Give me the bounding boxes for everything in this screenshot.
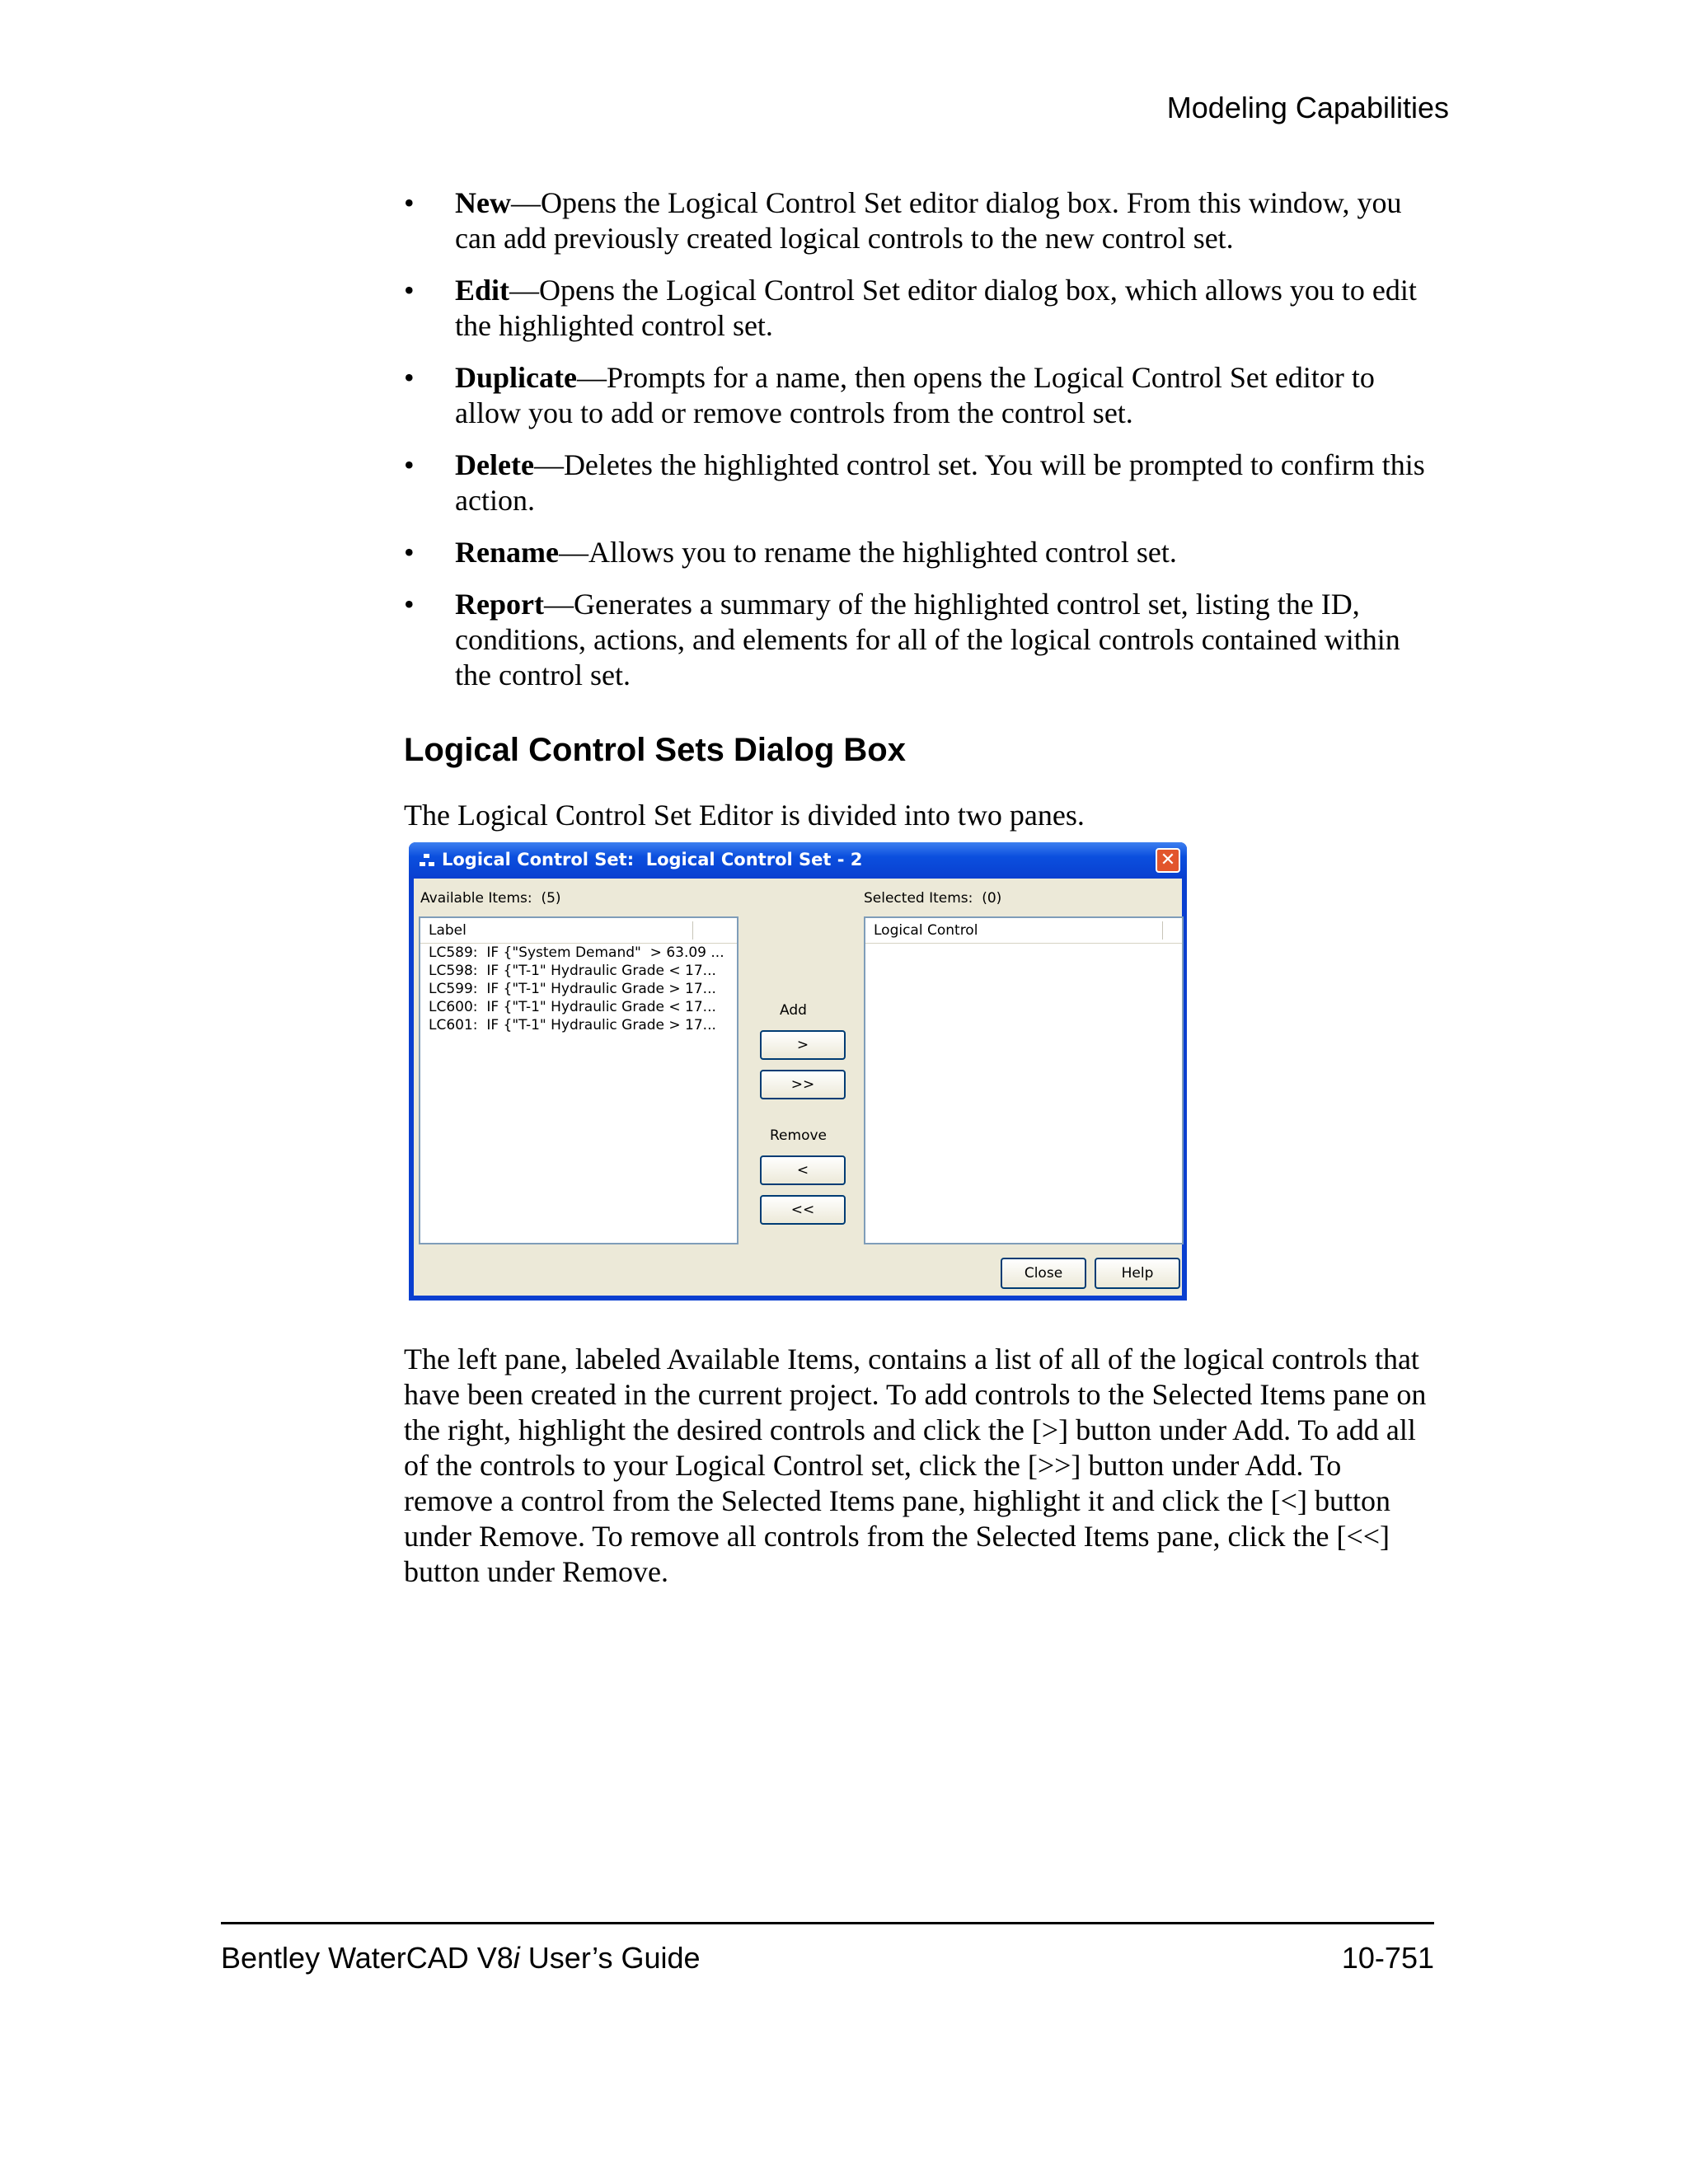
list-item: • Edit—Opens the Logical Control Set editor dialog box, which allows you to edit the highlighted control set.	[404, 274, 1417, 342]
column-header-logical-control[interactable]: Logical Control	[865, 918, 1182, 944]
column-header-label[interactable]: Label	[420, 918, 737, 944]
footer-title: Bentley WaterCAD V8i User’s Guide	[221, 1941, 701, 1975]
available-items-list[interactable]	[419, 916, 738, 1244]
add-one-button[interactable]: >	[760, 1030, 846, 1060]
list-item: • New—Opens the Logical Control Set editor dialog box. From this window, you can add previously created logical controls to the new control set.	[404, 186, 1402, 255]
list-item[interactable]: LC589: IF {"System Demand" > 63.09 ...	[429, 944, 724, 961]
selected-items-list[interactable]	[864, 916, 1184, 1244]
dialog-body	[414, 879, 1182, 1296]
list-item[interactable]: LC601: IF {"T-1" Hydraulic Grade > 17...	[429, 1017, 716, 1033]
term-edit: Edit	[455, 274, 510, 307]
section-heading: Logical Control Sets Dialog Box	[404, 732, 906, 768]
running-head: Modeling Capabilities	[1166, 91, 1449, 124]
term-rename: Rename	[455, 536, 559, 569]
help-button[interactable]: Help	[1095, 1258, 1180, 1289]
close-icon[interactable]: ✕	[1156, 848, 1180, 873]
term-duplicate: Duplicate	[455, 361, 577, 394]
list-item: • Report—Generates a summary of the highlighted control set, listing the ID, conditions, actions, and elements for all of the logical controls contained within the control set.	[404, 588, 1400, 691]
selected-items-label: Selected Items: (0)	[864, 890, 1002, 907]
dialog-titlebar[interactable]	[409, 842, 1187, 879]
body-paragraph: The left pane, labeled Available Items, contains a list of all of the logical controls that have been created in the current project. To add controls to the Selected Items pane on the right, highlight the desired controls and click the [>] button under Add. To add all of the controls to your Logical Control set, click the [>>] button under Add. To remove a control from the Selected Items pane, highlight it and click the [<] button under Remove. To remove all controls from the Selected Items pane, click the [<<] button under Remove.	[404, 1343, 1427, 1588]
term-new: New	[455, 186, 511, 219]
page-number: 10-751	[1341, 1941, 1434, 1975]
footer-rule	[221, 1922, 1434, 1924]
logical-control-set-dialog	[409, 842, 1187, 1301]
list-item[interactable]: LC600: IF {"T-1" Hydraulic Grade < 17...	[429, 999, 716, 1015]
close-button[interactable]: Close	[1001, 1258, 1086, 1289]
list-item[interactable]: LC598: IF {"T-1" Hydraulic Grade < 17...	[429, 963, 716, 979]
intro-text: The Logical Control Set Editor is divided into two panes.	[404, 799, 1085, 832]
remove-one-button[interactable]: <	[760, 1155, 846, 1185]
available-items-label: Available Items: (5)	[420, 890, 561, 907]
term-report: Report	[455, 588, 544, 621]
add-label: Add	[780, 1002, 807, 1019]
list-item: • Delete—Deletes the highlighted control set. You will be prompted to confirm this action.	[404, 448, 1425, 517]
remove-label: Remove	[770, 1127, 827, 1144]
add-all-button[interactable]: >>	[760, 1070, 846, 1099]
remove-all-button[interactable]: <<	[760, 1195, 846, 1225]
term-delete: Delete	[455, 448, 534, 481]
list-item[interactable]: LC599: IF {"T-1" Hydraulic Grade > 17...	[429, 981, 716, 997]
list-item: • Rename—Allows you to rename the highlighted control set.	[404, 536, 1177, 569]
dialog-title: Logical Control Set: Logical Control Set - 2	[442, 850, 863, 869]
command-list	[404, 185, 1444, 710]
control-set-icon	[419, 853, 435, 868]
list-item: • Duplicate—Prompts for a name, then opens the Logical Control Set editor to allow you to add or remove controls from the control set.	[404, 361, 1375, 429]
